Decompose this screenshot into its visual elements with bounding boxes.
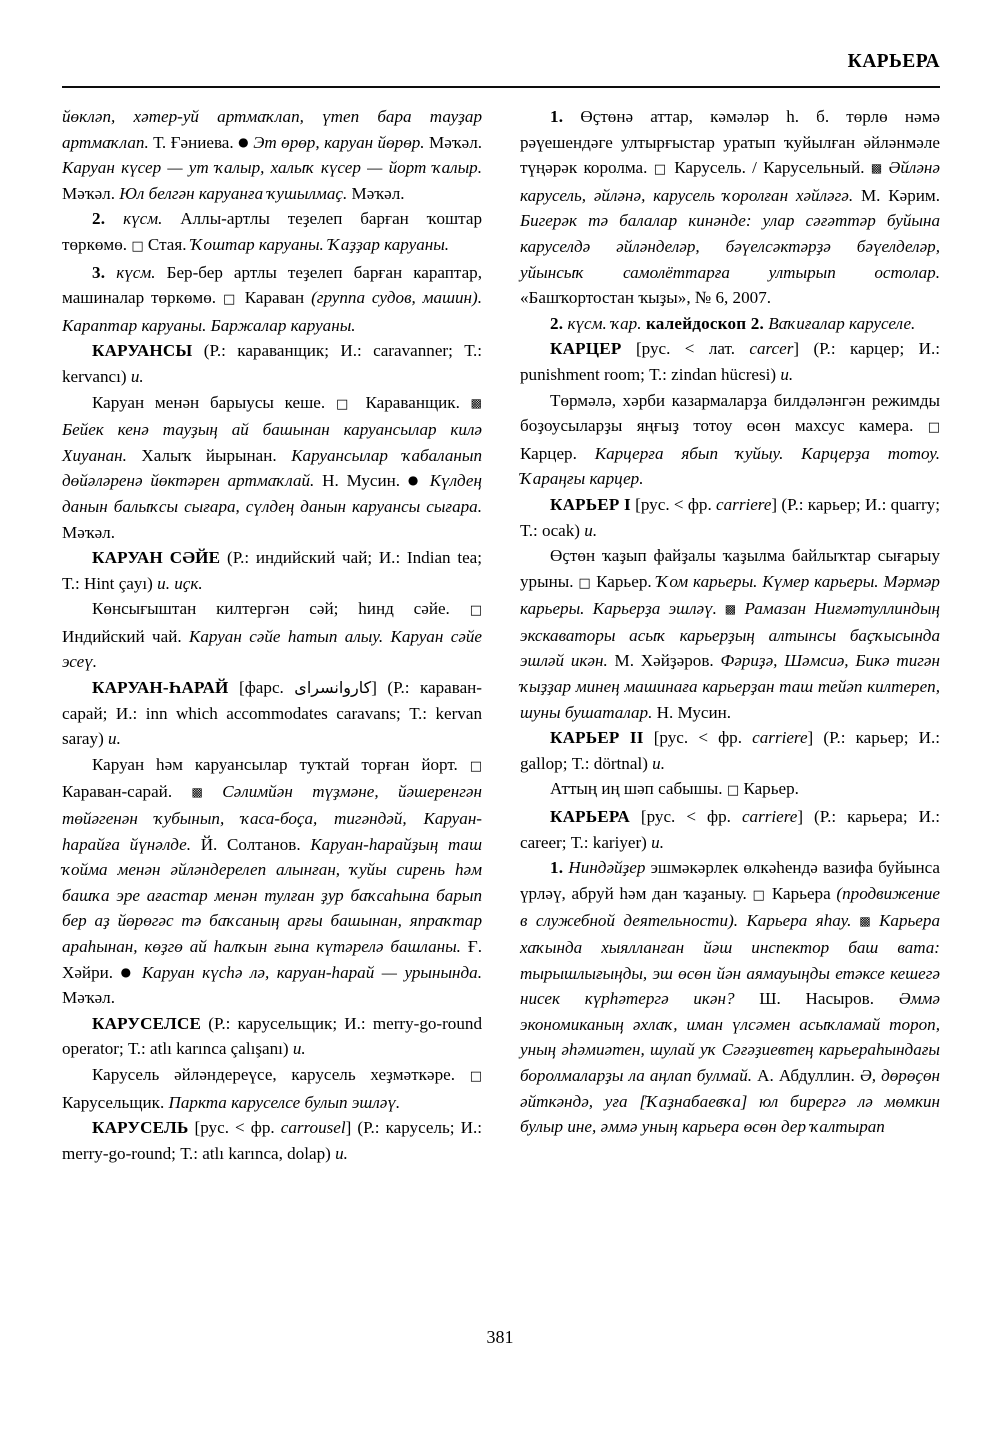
text-segment-marker-square: ▩	[851, 914, 871, 929]
text-segment-roman: эшмәкәрлек өлкәһендә вазифа буйынса үрләү, абруй һәм дан ҡаҙаныу.	[520, 858, 940, 903]
entry-text-block	[62, 596, 482, 675]
text-segment-roman: Стая.	[143, 234, 191, 254]
text-segment-bold: 1.	[550, 858, 564, 878]
text-segment-marker-open: □	[469, 603, 482, 619]
text-segment-roman: Й. Солтанов.	[191, 834, 311, 854]
text-segment-roman: Карьер.	[739, 779, 799, 799]
text-segment-roman: ] (Р.: карьер; И.: gallop; Т.: dörtnal)	[520, 728, 941, 773]
text-segment-italic: carcer	[749, 339, 794, 359]
text-segment-bold: КАРУАНСЫ	[92, 341, 193, 361]
text-segment-roman: Көнсығыштан килтергән сәй; һинд сәйе.	[92, 599, 470, 619]
text-segment-roman: (Р.: карусельщик; И.: merry-go-round operator; Т.: atlı karınca çalışanı)	[62, 1013, 482, 1059]
text-segment-italic: Фәриҙә, Шәмсиә, Бикә тигән ҡыҙҙар минең машинаға карьерҙан таш тейәп килтереп, шуны бушаталар.	[520, 651, 940, 722]
text-segment-bold: КАРЬЕРА	[550, 807, 630, 827]
text-segment-italic: и.	[108, 729, 121, 749]
page-number: 381	[486, 1327, 514, 1347]
text-segment-marker-open: □	[653, 162, 668, 178]
text-segment-roman: Карцер.	[520, 443, 595, 463]
text-segment-italic: Ниндәйҙер	[563, 858, 646, 878]
text-segment-bold: 3.	[92, 262, 106, 282]
entry-text-block	[62, 752, 482, 1011]
text-segment-marker-open: □	[752, 887, 767, 903]
text-segment-italic: Рамазан Ниғмәтуллиндың экскаваторы асыҡ карьерҙың алтынсы баҫҡысында эшләй икән.	[520, 599, 940, 671]
text-segment-italic: и.	[651, 832, 664, 852]
entry-text-block	[520, 776, 940, 804]
entry-text-block	[62, 1062, 482, 1115]
text-segment-bold: КАРЦЕР	[550, 339, 622, 359]
text-segment-roman: Ғ. Хәйри.	[62, 937, 482, 982]
text-segment-bold: 2.	[92, 209, 106, 229]
text-segment-bold: 1.	[550, 107, 564, 126]
text-segment-marker-bullet: ●	[407, 473, 422, 488]
text-segment-roman: Карусель әйләндереүсе, карусель хеҙмәткәре.	[92, 1064, 470, 1084]
text-segment-roman: [рус. < лат.	[621, 339, 750, 359]
text-segment-bold: КАРУСЕЛЬ	[92, 1118, 189, 1138]
text-segment-roman: Индийский чай.	[62, 626, 189, 646]
text-segment-italic: Сәлимйән түҙмәне, йәшеренгән төйәгенән ҡубынып, ҡаса-боҫа, тигәндәй, Каруан-һарайға йүнәлде.	[62, 782, 482, 854]
dictionary-entry	[62, 1011, 482, 1062]
text-segment-italic: и.	[335, 1143, 348, 1163]
text-segment-italic: и.	[584, 520, 598, 540]
text-segment-italic: carriere	[716, 494, 772, 514]
text-segment-roman: Карусель. / Карусельный.	[667, 158, 871, 178]
text-segment-italic: Каруансылар ҡабаланып дөйәләренә йөктәрен артмаҡлай.	[62, 445, 482, 491]
text-segment-italic: Ҡом карьеры. Күмер карьеры. Мәрмәр карьеры. Карьерҙа эшләү.	[520, 571, 940, 619]
dictionary-entry	[62, 545, 482, 596]
text-segment-marker-open: □	[927, 420, 940, 436]
text-segment-italic: Каруан күсер — ут ҡалыр, халыҡ күсер — йорт ҡалыр.	[62, 158, 482, 178]
text-segment-roman: ] (Р.: карьера; И.: career; Т.: kariyer)	[520, 807, 940, 852]
text-segment-bold: КАРЬЕР I	[550, 494, 631, 514]
text-segment-bold: КАРУАН СӘЙЕ	[92, 548, 221, 568]
text-segment-italic: и.	[130, 366, 144, 386]
text-segment-roman: Ш. Насыров.	[734, 989, 899, 1009]
text-segment-italic: Карьера хаҡында хыялланған йәш инспектор баш вата: тырышлығыңды, эш өсөн йән аямауыңды етәксе кешегә нисек күрһәтергә икән?	[520, 911, 940, 1009]
text-segment-italic: күсм.	[105, 209, 163, 229]
text-segment-marker-open: □	[222, 292, 238, 308]
text-segment-italic: и.	[292, 1039, 306, 1059]
text-segment-roman: Өҫтөн ҡаҙып файҙалы ҡаҙылма байлыҡтар сығарыу урыны.	[520, 546, 940, 591]
text-segment-roman: ] (Р.: карцер; И.: punishment room; Т.: zindan hücresi)	[520, 339, 940, 384]
text-segment-marker-open: □	[578, 575, 592, 591]
text-segment-italic: Эт өрөр, каруан йөрөр.	[248, 132, 425, 152]
text-segment-italic: Әйләнә карусель, әйләнә, карусель ҡоролған хәйләгә.	[520, 158, 940, 205]
text-segment-italic: Ваҡиғалар каруселе.	[763, 313, 916, 333]
text-segment-roman: Карусельщик.	[62, 1092, 169, 1112]
text-segment-marker-square: ▩	[470, 395, 482, 410]
text-segment-italic: йөкләп, хәтер-уй артмаҡлап, үтеп бара тауҙар артмаҡлап.	[62, 107, 482, 152]
text-segment-italic: Каруан күсһә лә, каруан-һарай — урынында.	[134, 962, 482, 982]
text-segment-roman: М. Хәйҙәров.	[607, 651, 721, 671]
text-segment-roman: Бер-бер артлы теҙелеп барған караптар, машиналар төркөмө.	[62, 262, 482, 308]
text-segment-bold: 2.	[550, 313, 564, 333]
text-segment-italic: Ә, дөрөҫөн әйткәндә, уға [Ҡаҙнабаевҡа] юл бирергә лә мөмкин булыр ине, әммә уның карьера өсөн дер ҡалтырап	[520, 1065, 940, 1137]
text-segment-roman: (Р.: караванщик; И.: caravanner; Т.: kervancı)	[62, 341, 482, 386]
text-segment-marker-square: ▩	[191, 785, 203, 800]
text-segment-marker-open: □	[131, 238, 144, 254]
text-segment-marker-square: ▩	[716, 602, 737, 617]
text-segment-roman: ] (Р.: караван-сарай; И.: inn which accommodates caravans; Т.: kervan saray)	[62, 678, 482, 749]
text-segment-roman: А. Абдуллин.	[752, 1065, 860, 1085]
text-segment-italic: Бейек кенә тауҙың ай башынан каруансылар килә Хиуанан.	[62, 420, 482, 465]
text-segment-roman: Мәҡәл.	[62, 522, 115, 542]
text-segment-roman: М. Кәрим.	[853, 185, 940, 205]
text-segment-italic: күсм. ҡар.	[563, 313, 642, 333]
dictionary-entry	[520, 336, 940, 387]
text-segment-italic: Карцерға ябып ҡуйыу. Карцерҙа тотоу. Ҡараңғы карцер.	[520, 443, 941, 489]
entry-text-block	[520, 855, 940, 1140]
text-segment-roman: Т. Ғәниева.	[148, 132, 239, 152]
text-segment-italic: carrousel	[280, 1118, 346, 1138]
text-segment-italic: (группа судов, машин). Караптар каруаны. Баржалар каруаны.	[62, 288, 482, 335]
entry-text-block	[62, 390, 482, 546]
entry-text-block	[62, 206, 482, 259]
text-columns	[62, 104, 940, 1294]
text-segment-roman: [фарс.	[228, 678, 295, 698]
text-segment-marker-bullet: ●	[120, 964, 135, 979]
text-segment-roman: Аттың иң шәп сабышы.	[550, 779, 727, 799]
text-segment-marker-bullet: ●	[238, 134, 249, 149]
dictionary-entry	[62, 1115, 482, 1166]
text-segment-roman: Караван-сарай.	[62, 782, 192, 802]
text-segment-roman: Карьер.	[591, 571, 657, 591]
dictionary-entry	[62, 338, 482, 389]
text-segment-italic: Каруан-һарайҙың таш ҡойма менән әйләндерелеп алынған, ҡуйы сирень һәм башҡа эре ағастар менән тулған ҙур баҡсаһына барып бер аҙ йөрөгәс тә баҡсаның арғы башынан, япраҡтар араһынан, көҙгө ай һалҡын ғына күтәрелә башланы.	[62, 834, 483, 956]
text-segment-italic: Бигерәк тә балалар кинәнде: улар сәғәттәр буйына каруселдә әйләнделәр, бәүелсәктәрҙә бәүелделәр, уйынсыҡ самолёттарға ултырып остолар.	[520, 211, 940, 282]
text-segment-italic: carriere	[741, 807, 798, 827]
text-segment-roman: Халыҡ йырынан.	[126, 445, 292, 465]
right-column	[520, 104, 940, 1294]
text-segment-italic: күсм.	[105, 262, 156, 282]
text-segment-italic: и.	[652, 753, 665, 773]
text-segment-roman: Мәҡәл.	[424, 132, 482, 152]
text-segment-roman: Мәҡәл.	[62, 988, 115, 1008]
text-segment-italic: Юл белгән каруанға ҡушылмаҫ.	[119, 183, 348, 203]
text-segment-marker-open: □	[469, 1068, 482, 1084]
entry-text-block	[520, 543, 940, 725]
text-segment-roman: (Р.: индийский чай; И.: Indian tea; Т.: Hint çayı)	[62, 548, 482, 593]
entry-text-block	[62, 260, 482, 339]
text-segment-bold: КАРУАН-ҺАРАЙ	[92, 678, 229, 698]
text-segment-roman: Мәҡәл.	[62, 183, 120, 203]
entry-text-block	[520, 104, 940, 311]
text-segment-roman: [рус. < фр.	[630, 494, 717, 514]
text-segment-roman: Н. Мусин.	[314, 471, 408, 491]
text-segment-roman: [рус. < фр.	[188, 1118, 281, 1138]
text-segment-roman: Төрмәлә, хәрби казармаларҙа билдәләнгән режимды боҙоусыларҙы яңғыҙ тотоу өсөн махсус камера.	[520, 390, 940, 436]
text-segment-italic: Ҡоштар каруаны. Ҡаҙҙар каруаны.	[190, 234, 450, 254]
text-segment-italic: Әммә экономиканың әхлаҡ, иман үлсәмен асыҡламай тороп, уның әһәмиәтен, шулай уҡ Сәғәҙиевтең карьераһындағы боролмаларҙы ла аңлап булмай.	[520, 989, 940, 1085]
text-segment-roman: Н. Мусин.	[652, 702, 732, 722]
text-segment-bold: калейдоскоп 2.	[641, 313, 764, 333]
text-segment-italic: carriere	[752, 728, 808, 748]
text-segment-roman: Каруан һәм каруансылар туҡтай торған йорт.	[92, 754, 470, 774]
text-segment-italic: Каруан сәйе һатып алыу. Каруан сәйе эсеү.	[62, 626, 482, 672]
text-segment-italic: Паркта каруселсе булып эшләү.	[168, 1092, 401, 1112]
text-segment-roman: [рус. < фр.	[629, 807, 742, 827]
text-segment-italic: (продвижение в служебной деятельности). Карьера яһау.	[520, 883, 941, 931]
text-segment-roman: Карьера	[766, 883, 837, 903]
text-segment-italic: и. иҫк.	[157, 573, 203, 593]
text-segment-roman: [рус. < фр.	[643, 728, 753, 748]
text-segment-roman: ] (Р.: карьер; И.: quarry; Т.: ocak)	[520, 494, 940, 540]
dictionary-entry	[520, 804, 940, 855]
running-head-title: КАРЬЕРА	[847, 51, 940, 72]
text-segment-roman: Каруан менән барыусы кеше.	[92, 392, 336, 412]
text-segment-bold: КАРЬЕР II	[550, 728, 644, 748]
text-segment-italic: и.	[780, 364, 794, 384]
text-segment-bold: КАРУСЕЛСЕ	[92, 1013, 202, 1033]
text-segment-roman: Мәҡәл.	[347, 183, 405, 203]
dictionary-entry	[62, 675, 482, 752]
entry-text-block	[62, 104, 482, 206]
running-head	[62, 52, 940, 86]
left-column	[62, 104, 482, 1294]
text-segment-arabic: كاروانسراى	[294, 678, 372, 698]
text-segment-marker-open: □	[469, 758, 482, 774]
entry-text-block	[520, 388, 940, 492]
dictionary-entry	[520, 725, 940, 776]
text-segment-marker-square: ▩	[870, 161, 883, 176]
text-segment-roman: Караван	[237, 288, 312, 308]
text-segment-roman: Өҫтөнә аттар, кәмәләр һ. б. төрлө нәмә рәүешендәге ултырғыстар уратып ҡуйылған әйләнмәле түңәрәк королма.	[520, 107, 940, 178]
text-segment-marker-open: □	[726, 783, 740, 799]
text-segment-roman: «Башҡортостан ҡыҙы», № 6, 2007.	[520, 288, 772, 308]
header-rule	[62, 86, 940, 88]
text-segment-marker-open: □	[335, 396, 355, 412]
text-segment-roman: Аллы-артлы теҙелеп барған ҡоштар төркөмө.	[62, 209, 482, 254]
text-segment-roman: Караванщик.	[354, 392, 471, 412]
dictionary-entry	[520, 492, 940, 543]
text-segment-roman: ] (Р.: карусель; И.: merry-go-round; Т.: atlı karınca, dolap)	[62, 1118, 482, 1163]
text-segment-italic: Күлдең данын балыҡсы сығара, сүлдең данын каруансы сығара.	[62, 471, 482, 516]
entry-text-block	[520, 311, 940, 337]
